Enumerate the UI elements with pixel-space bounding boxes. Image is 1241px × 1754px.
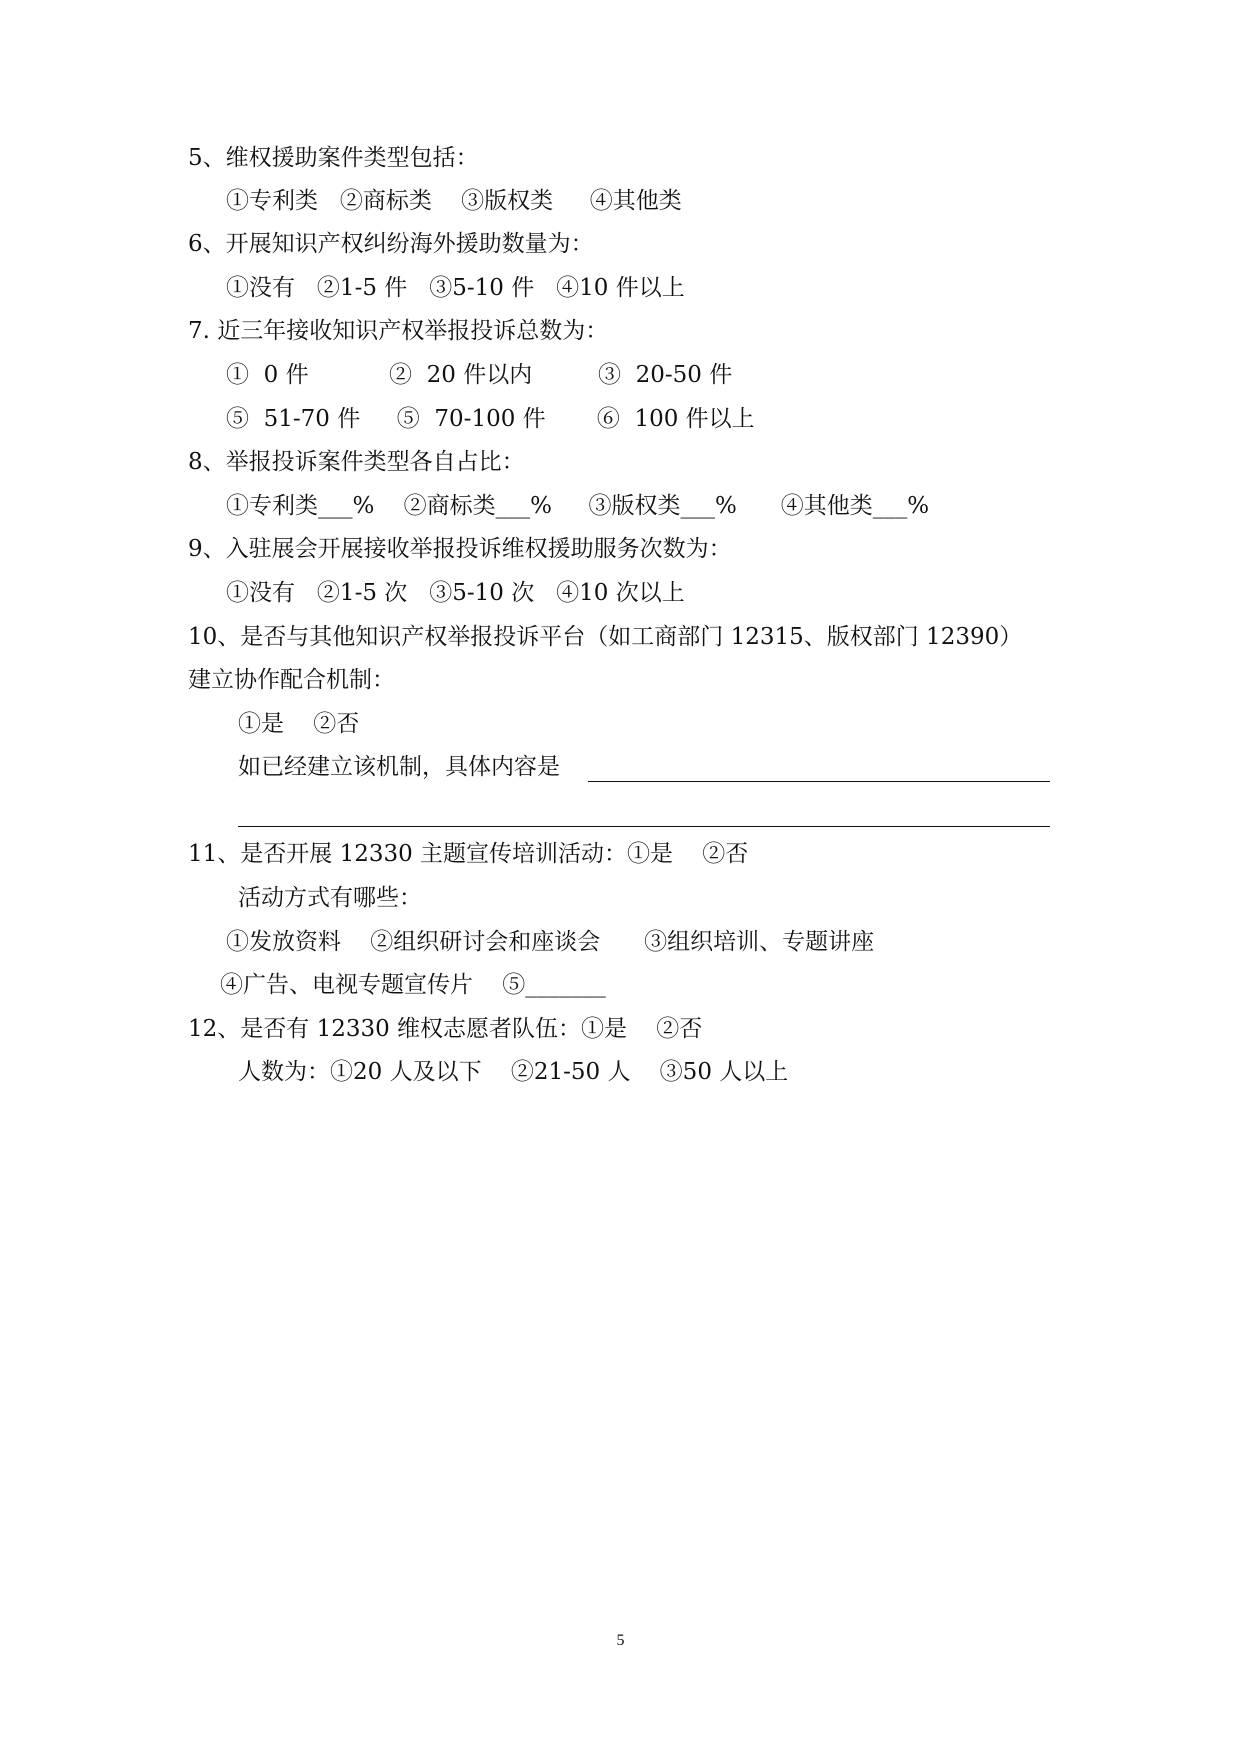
- question-12: 12、是否有 12330 维权志愿者队伍：①是 ②否: [188, 1016, 703, 1042]
- question-11-options-row2: ④广告、电视专题宣传片 ⑤_______: [220, 972, 606, 998]
- question-11: 11、是否开展 12330 主题宣传培训活动：①是 ②否: [188, 841, 749, 867]
- question-12-sub: 人数为：①20 人及以下 ②21-50 人 ③50 人以上: [238, 1059, 789, 1085]
- question-10-line1: 10、是否与其他知识产权举报投诉平台（如工商部门 12315、版权部门 12390）: [188, 624, 1023, 650]
- question-8-options: ①专利类___% ②商标类___% ③版权类___% ④其他类___%: [226, 493, 930, 519]
- answer-blank-line-1: [588, 781, 1050, 782]
- question-9-options: ①没有 ②1-5 次 ③5-10 次 ④10 次以上: [226, 580, 685, 606]
- question-7-options-row1: ① 0 件 ② 20 件以内 ③ 20-50 件: [226, 362, 733, 388]
- question-10-followup: 如已经建立该机制，具体内容是: [238, 754, 560, 780]
- answer-blank-line-2: [238, 826, 1050, 827]
- question-10-options: ①是 ②否: [238, 711, 360, 737]
- question-5: 5、维权援助案件类型包括：: [188, 145, 479, 171]
- question-11-sub: 活动方式有哪些：: [238, 885, 422, 911]
- question-5-options: ①专利类 ②商标类 ③版权类 ④其他类: [226, 188, 682, 214]
- question-9: 9、入驻展会开展接收举报投诉维权援助服务次数为：: [188, 536, 732, 562]
- question-10-line2: 建立协作配合机制：: [188, 667, 395, 693]
- question-6-options: ①没有 ②1-5 件 ③5-10 件 ④10 件以上: [226, 275, 685, 301]
- question-7-options-row2: ⑤ 51-70 件 ⑤ 70-100 件 ⑥ 100 件以上: [226, 406, 755, 432]
- page-number: 5: [616, 1632, 625, 1649]
- question-8: 8、举报投诉案件类型各自占比：: [188, 449, 525, 475]
- question-6: 6、开展知识产权纠纷海外援助数量为：: [188, 231, 594, 257]
- question-7: 7. 近三年接收知识产权举报投诉总数为：: [188, 318, 609, 344]
- question-11-options-row1: ①发放资料 ②组织研讨会和座谈会 ③组织培训、专题讲座: [226, 929, 875, 955]
